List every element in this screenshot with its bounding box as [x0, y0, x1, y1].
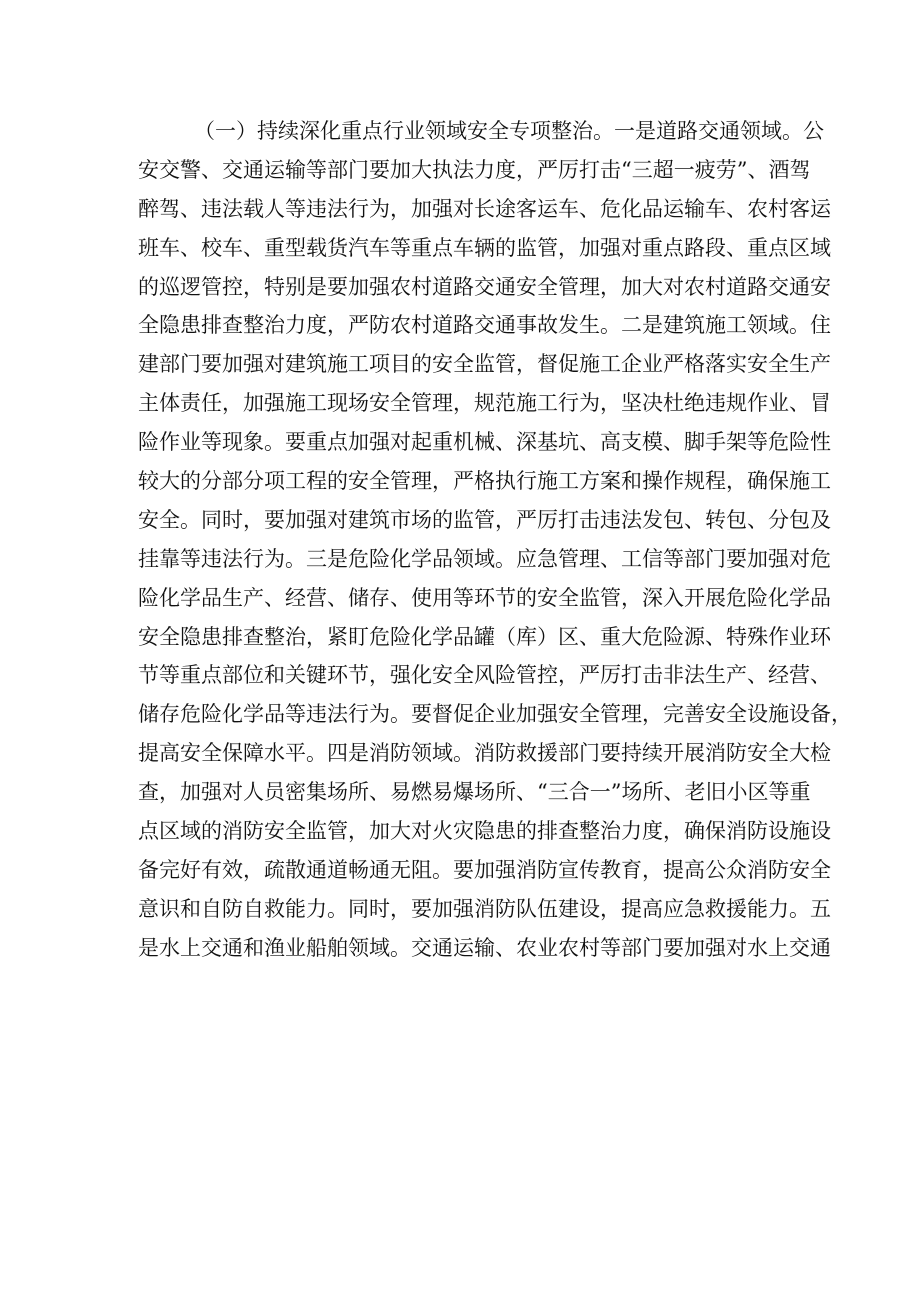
paragraph-line: 班车、校车、重型载货汽车等重点车辆的监管，加强对重点路段、重点区域 [138, 235, 831, 260]
paragraph-line: 安全隐患排查整治，紧盯危险化学品罐（库）区、重大危险源、特殊作业环 [138, 624, 831, 649]
paragraph-line: 是水上交通和渔业船舶领域。交通运输、农业农村等部门要加强对水上交通 [138, 935, 831, 960]
paragraph-line: 险作业等现象。要重点加强对起重机械、深基坑、高支模、脚手架等危险性 [138, 430, 831, 455]
paragraph-line: 提高安全保障水平。四是消防领域。消防救援部门要持续开展消防安全大检 [138, 741, 831, 766]
paragraph-line: 安全。同时，要加强对建筑市场的监管，严厉打击违法发包、转包、分包及 [138, 507, 831, 532]
paragraph-line: 险化学品生产、经营、储存、使用等环节的安全监管，深入开展危险化学品 [138, 585, 831, 610]
paragraph-line: 建部门要加强对建筑施工项目的安全监管，督促施工企业严格落实安全生产 [138, 352, 831, 377]
paragraph-line: 点区域的消防安全监管，加大对火灾隐患的排查整治力度，确保消防设施设 [138, 819, 831, 844]
body-paragraph [138, 112, 852, 968]
paragraph-line: 储存危险化学品等违法行为。要督促企业加强安全管理，完善安全设施设备， [138, 702, 852, 727]
paragraph-line: 全隐患排查整治力度，严防农村道路交通事故发生。二是建筑施工领域。住 [138, 313, 831, 338]
paragraph-line: 挂靠等违法行为。三是危险化学品领域。应急管理、工信等部门要加强对危 [138, 546, 831, 571]
paragraph-line: 查，加强对人员密集场所、易燃易爆场所、“三合一”场所、老旧小区等重 [138, 780, 811, 805]
paragraph-line: （一）持续深化重点行业领域安全专项整治。一是道路交通领域。公 [194, 119, 824, 143]
paragraph-line: 意识和自防自救能力。同时，要加强消防队伍建设，提高应急救援能力。五 [138, 896, 831, 921]
paragraph-line: 醉驾、违法载人等违法行为，加强对长途客运车、危化品运输车、农村客运 [138, 196, 831, 221]
paragraph-line: 节等重点部位和关键环节，强化安全风险管控，严厉打击非法生产、经营、 [138, 663, 831, 688]
paragraph-line: 主体责任，加强施工现场安全管理，规范施工行为，坚决杜绝违规作业、冒 [138, 391, 831, 416]
paragraph-line: 备完好有效，疏散通道畅通无阻。要加强消防宣传教育，提高公众消防安全 [138, 857, 831, 882]
paragraph-line: 较大的分部分项工程的安全管理，严格执行施工方案和操作规程，确保施工 [138, 469, 831, 494]
paragraph-line: 的巡逻管控，特别是要加强农村道路交通安全管理，加大对农村道路交通安 [138, 274, 831, 299]
paragraph-line: 安交警、交通运输等部门要加大执法力度，严厉打击“三超一疲劳”、酒驾 [138, 157, 811, 182]
